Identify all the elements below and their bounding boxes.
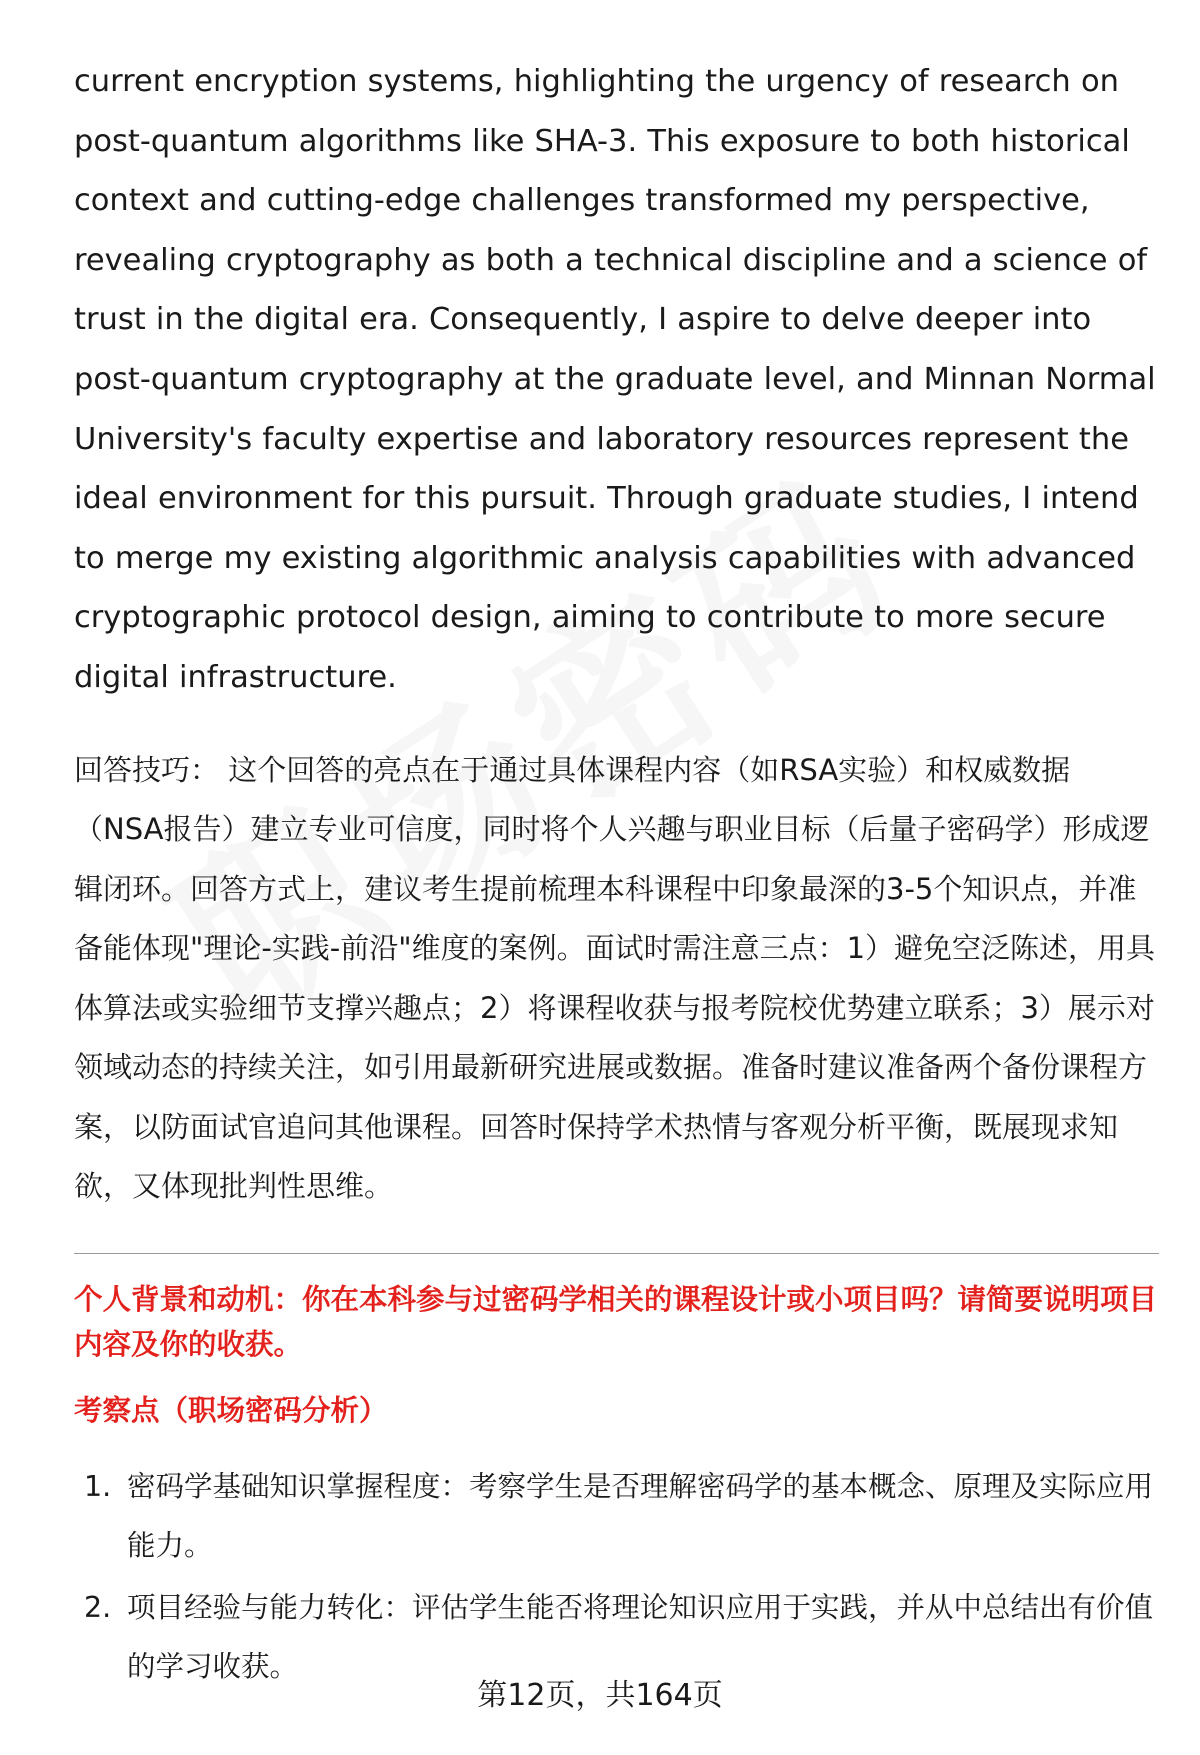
- answer-tips-paragraph: 回答技巧： 这个回答的亮点在于通过具体课程内容（如RSA实验）和权威数据（NSA报告）建立专业可信度，同时将个人兴趣与职业目标（后量子密码学）形成逻辑闭环。回答方式上，建议考生提前梳理本科课程中印象最深的3-5个知识点，并准备能体现"理论-实践-前沿"维度的案例。面试时需注意三点：1）避免空泛陈述，用具体算法或实验细节支撑兴趣点；2）将课程收获与报考院校优势建立联系；3）展示对领域动态的持续关注，如引用最新研究进展或数据。准备时建议准备两个备份课程方案，以防面试官追问其他课程。回答时保持学术热情与客观分析平衡，既展现求知欲，又体现批判性思维。: [74, 752, 1156, 1204]
- document-page: [74, 52, 1159, 1697]
- list-item-text: 密码学基础知识掌握程度：考察学生是否理解密码学的基本概念、原理及实际应用能力。: [127, 1469, 1154, 1563]
- list-item-number: 2.: [84, 1590, 112, 1624]
- interview-question: 个人背景和动机：你在本科参与过密码学相关的课程设计或小项目吗？请简要说明项目内容及你的收获。: [74, 1282, 1158, 1361]
- page-number-footer: 第12页，共164页: [477, 1678, 723, 1713]
- body-paragraph: current encryption systems, highlighting the urgency of research on post-quantum algorithms like SHA-3. This exposure to both historical context and cutting-edge challenges transformed my perspective, revealing cryptography as both a technical discipline and a science of trust in the digital era. Consequently, I aspire to delve deeper into post-quantum cryptography at the graduate level, and Minnan Normal University's faculty expertise and laboratory resources represent the ideal environment for this pursuit. Through graduate studies, I intend to merge my existing algorithmic analysis capabilities with advanced cryptographic protocol design, aiming to contribute to more secure digital infrastructure.: [74, 64, 1156, 695]
- assessment-points-heading: 考察点（职场密码分析）: [74, 1393, 388, 1427]
- list-item-text: 项目经验与能力转化：评估学生能否将理论知识应用于实践，并从中总结出有价值的学习收获。: [127, 1590, 1154, 1684]
- list-item-number: 1.: [84, 1469, 112, 1503]
- section-divider: [74, 1253, 1159, 1254]
- list-item: [74, 1457, 1159, 1576]
- assessment-points-list: [74, 1457, 1159, 1697]
